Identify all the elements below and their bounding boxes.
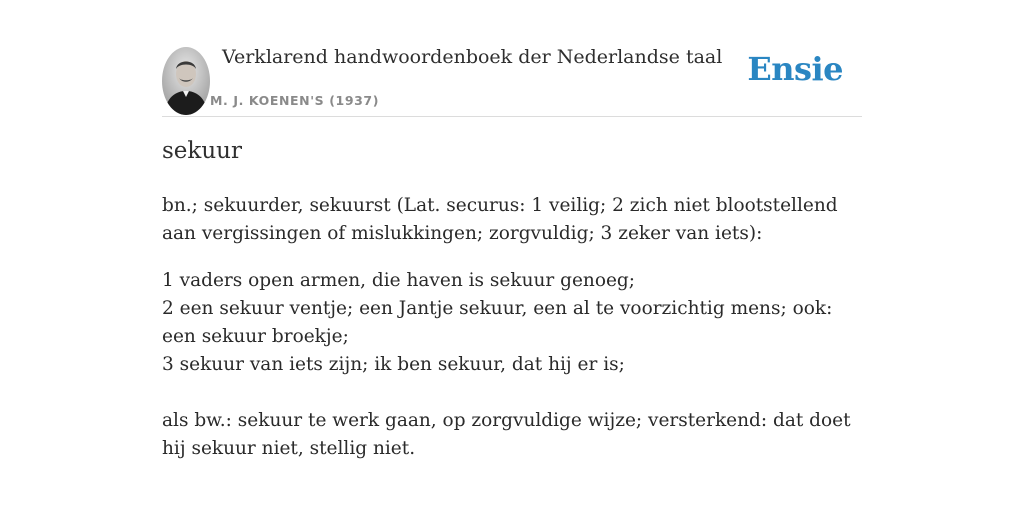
ensie-logo-link[interactable]: Ensie <box>747 50 843 88</box>
entry-adverb-note: als bw.: sekuur te werk gaan, op zorgvuldige wijze; versterkend: dat doet hij sekuur niet, stellig niet. <box>162 410 851 459</box>
sense-1: 1 vaders open armen, die haven is sekuur genoeg; <box>162 270 635 291</box>
book-title: Verklarend handwoordenboek der Nederlandse taal <box>222 46 723 68</box>
entry-senses <box>162 267 862 379</box>
entry-headword: sekuur <box>162 138 242 164</box>
site-header <box>162 0 862 117</box>
page-content <box>162 0 862 459</box>
sense-2: 2 een sekuur ventje; een Jantje sekuur, een al te voorzichtig mens; ook: een sekuur broekje; <box>162 298 833 347</box>
author-portrait-icon <box>162 47 210 115</box>
author-credit: M. J. KOENEN'S (1937) <box>210 93 380 108</box>
sense-3: 3 sekuur van iets zijn; ik ben sekuur, dat hij er is; <box>162 354 625 375</box>
entry-definition: bn.; sekuurder, sekuurst (Lat. securus: 1 veilig; 2 zich niet blootstellend aan vergissingen of mislukkingen; zorgvuldig; 3 zeker van iets): <box>162 195 838 244</box>
